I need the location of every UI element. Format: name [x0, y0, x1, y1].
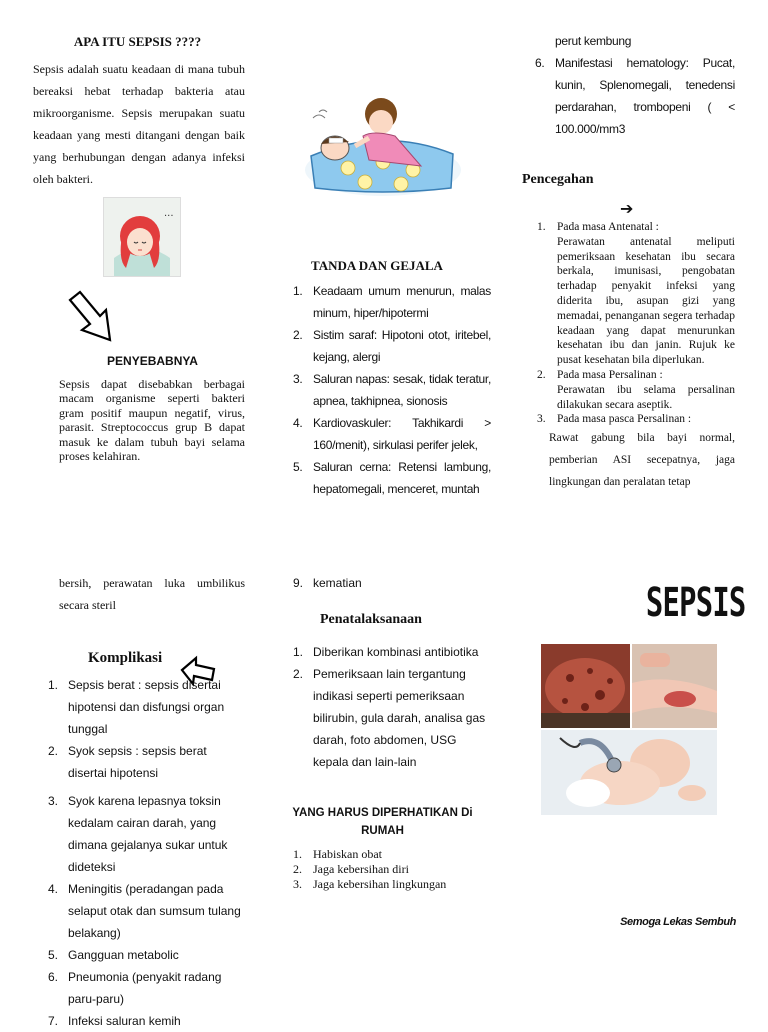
cause-title: PENYEBABNYA — [107, 354, 198, 368]
list-item: 3. Syok karena lepasnya toksin kedalam cairan darah, yang dimana gejalanya sukar untuk dideteksi — [48, 794, 228, 874]
list-item: 2. Sistim saraf: Hipotoni otot, iritebel, kejang, alergi — [293, 328, 491, 364]
complications-list — [48, 674, 245, 1032]
list-item: 3. Pada masa pasca Persalinan : Rawat gabung bila bayi normal, pemberian ASI secepatnya, jaga lingkungan dan peralatan tetap — [537, 413, 735, 489]
complications-title: Komplikasi — [88, 650, 163, 666]
home-care-list — [293, 847, 491, 892]
treatment-list — [293, 641, 491, 773]
closing-text: Semoga Lekas Sembuh — [620, 916, 736, 928]
prevention-title: Pencegahan — [522, 172, 594, 187]
sick-girl-illustration — [103, 197, 181, 277]
list-item: 2. Pada masa Persalinan : Perawatan ibu selama persalinan dilakukan secara aseptik. — [537, 368, 735, 411]
list-item: 3. Saluran napas: sesak, tidak teratur, apnea, takhipnea, sionosis — [293, 372, 491, 408]
continued-text: perut kembung — [555, 34, 632, 48]
list-item: 5. Gangguan metabolic — [48, 948, 179, 962]
home-care-title: YANG HARUS DIPERHATIKAN Di RUMAH — [292, 807, 473, 837]
list-item: 4. Meningitis (peradangan pada selaput otak dan sumsum tulang belakang) — [48, 882, 241, 940]
symptoms-list-continued — [535, 52, 735, 140]
list-item: 9. kematian — [293, 576, 362, 590]
mother-child-illustration — [303, 96, 463, 196]
list-item: 6. Pneumonia (penyakit radang paru-paru) — [48, 970, 222, 1006]
intro-title: APA ITU SEPSIS ???? — [73, 34, 202, 49]
cause-paragraph: Sepsis dapat disebabkan berbagai macam organisme seperti bakteri gram positif maupun negatif, virus, parasit. Streptococcus grup B dapat masuk ke dalam tubuh bayi selama proses kelahiran. — [59, 377, 245, 464]
list-item: 1. Keadaam umum menurun, malas minum, hiper/hipotermi — [293, 284, 491, 320]
list-item: 7. Infeksi saluran kemih — [48, 1014, 181, 1028]
list-item: 2. Jaga kebersihan diri — [293, 862, 409, 876]
list-item: 1. Diberikan kombinasi antibiotika — [293, 645, 479, 659]
intro-paragraph: Sepsis adalah suatu keadaan di mana tubuh bereaksi hebat terhadap bakteria atau mikroorganisme. Sepsis merupakan suatu keadaan yang mesti ditangani dengan baik yang berhubungan dengan adanya infeksi oleh bakteri. — [33, 62, 245, 186]
complications-list-continued — [293, 572, 491, 594]
arrow-down-icon — [66, 288, 116, 344]
list-item: 6. Manifestasi hematology: Pucat, kunin, Splenomegali, tenedensi perdarahan, trombopeni ( < 100.000/mm3 — [535, 56, 735, 136]
sepsis-photo-collage — [540, 643, 718, 816]
svg-text:...: ... — [164, 208, 174, 219]
prevention-list — [537, 220, 735, 493]
list-item: 4. Kardiovaskuler: Takhikardi > 160/menit), sirkulasi perifer jelek, — [293, 416, 491, 452]
list-item: 2. Syok sepsis : sepsis berat disertai hipotensi — [48, 744, 207, 780]
cover-title: SEPSIS — [645, 580, 746, 626]
list-item: 1. Pada masa Antenatal : Perawatan antenatal meliputi pemeriksaan kesehatan ibu secara berkala, imunisasi, pengobatan terhadap penyakit infeksi yang diderita ibu, asupan gizi yang memadai, penanganan segera terhadap keadaan yang dapat menurunkan kesehatan ibu dan janin. Rujuk ke pusat kesehatan bila diperlukan. — [537, 221, 735, 367]
symptoms-list — [293, 280, 491, 500]
list-item: 1. Sepsis berat : sepsis disertai hipotensi dan disfungsi organ tunggal — [48, 678, 225, 736]
list-item: 3. Jaga kebersihan lingkungan — [293, 877, 447, 891]
treatment-title: Penatalaksanaan — [320, 612, 422, 627]
arrow-right-icon: ➔ — [620, 199, 634, 218]
list-item: 5. Saluran cerna: Retensi lambung, hepatomegali, menceret, muntah — [293, 460, 491, 496]
continued-text: bersih, perawatan luka umbilikus secara steril — [59, 576, 245, 612]
list-item: 2. Pemeriksaan lain tergantung indikasi seperti pemeriksaan bilirubin, gula darah, analisa gas darah, foto abdomen, USG kepala dan lain-lain — [293, 667, 486, 769]
symptoms-title: TANDA DAN GEJALA — [311, 258, 443, 273]
list-item: 1. Habiskan obat — [293, 847, 382, 861]
